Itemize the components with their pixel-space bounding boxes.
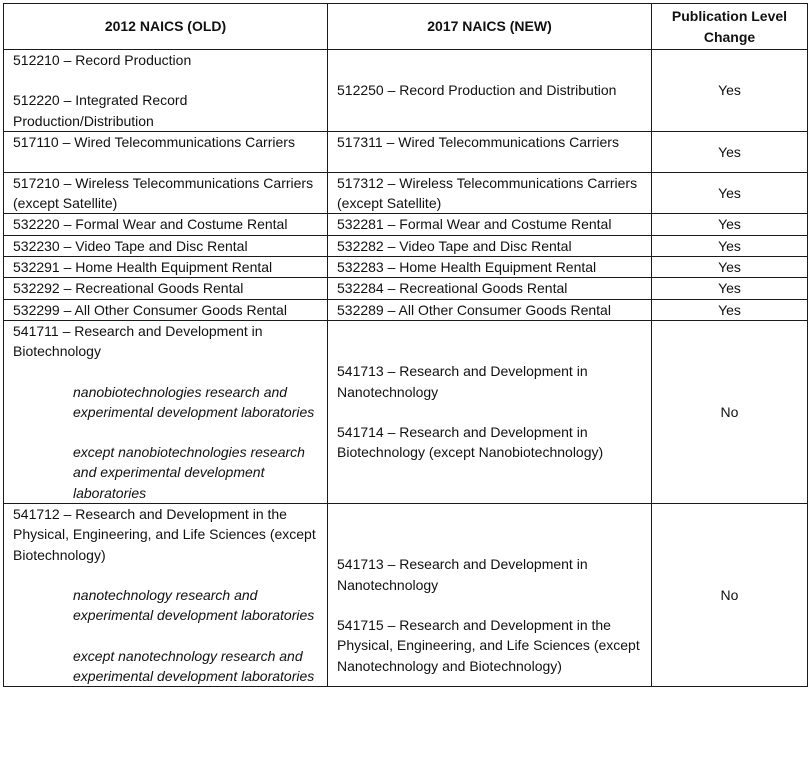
new-code: 541713 – Research and Development in Nanotechnology xyxy=(337,363,588,400)
new-cell: 532281 – Formal Wear and Costume Rental xyxy=(328,214,652,235)
old-subclass: except nanobiotechnologies research and experimental development laboratories xyxy=(73,444,305,501)
new-cell: 532284 – Recreational Goods Rental xyxy=(328,278,652,299)
header-new: 2017 NAICS (NEW) xyxy=(328,4,652,50)
header-change: Publication Level Change xyxy=(652,4,808,50)
old-code: 512220 – Integrated Record Production/Distribution xyxy=(13,92,188,129)
old-cell xyxy=(4,320,328,503)
old-code: 541711 – Research and Development in Biotechnology xyxy=(13,322,263,360)
change-cell: No xyxy=(652,504,808,687)
change-cell: No xyxy=(652,320,808,503)
naics-table xyxy=(3,3,808,687)
table-row xyxy=(4,257,808,278)
table-row xyxy=(4,504,808,687)
old-cell: 532230 – Video Tape and Disc Rental xyxy=(4,235,328,256)
change-cell: Yes xyxy=(652,299,808,320)
change-cell: Yes xyxy=(652,131,808,172)
new-cell: 517311 – Wired Telecommunications Carriers xyxy=(328,131,652,172)
change-cell: Yes xyxy=(652,214,808,235)
new-code: 541714 – Research and Development in Biotechnology (except Nanobiotechnology) xyxy=(337,424,604,461)
old-code: 512210 – Record Production xyxy=(13,52,192,68)
old-cell: 517110 – Wired Telecommunications Carriers xyxy=(4,131,328,172)
change-cell: Yes xyxy=(652,278,808,299)
old-cell xyxy=(4,504,328,687)
old-cell: 517210 – Wireless Telecommunications Carriers (except Satellite) xyxy=(4,172,328,214)
change-cell: Yes xyxy=(652,257,808,278)
table-row xyxy=(4,278,808,299)
table-row xyxy=(4,299,808,320)
table-row xyxy=(4,50,808,132)
header-old: 2012 NAICS (OLD) xyxy=(4,4,328,50)
old-cell: 532292 – Recreational Goods Rental xyxy=(4,278,328,299)
change-cell: Yes xyxy=(652,172,808,214)
old-subclass: nanotechnology research and experimental development laboratories xyxy=(73,586,315,624)
old-cell xyxy=(4,50,328,132)
new-code: 541713 – Research and Development in Nanotechnology xyxy=(337,556,588,593)
new-cell: 517312 – Wireless Telecommunications Carriers (except Satellite) xyxy=(328,172,652,214)
new-cell: 532282 – Video Tape and Disc Rental xyxy=(328,235,652,256)
new-cell: 532283 – Home Health Equipment Rental xyxy=(328,257,652,278)
change-cell: Yes xyxy=(652,50,808,132)
table-row xyxy=(4,172,808,214)
table-row xyxy=(4,131,808,172)
old-subclass: nanobiotechnologies research and experimental development laboratories xyxy=(73,383,315,420)
old-cell: 532299 – All Other Consumer Goods Rental xyxy=(4,299,328,320)
table-row xyxy=(4,320,808,503)
table-row xyxy=(4,235,808,256)
new-cell xyxy=(328,504,652,687)
new-code: 541715 – Research and Development in the Physical, Engineering, and Life Sciences (except Nanotechnology and Biotechnology) xyxy=(337,616,640,674)
header-row xyxy=(4,4,808,50)
new-cell: 512250 – Record Production and Distribution xyxy=(328,50,652,132)
old-subclass: except nanotechnology research and experimental development laboratories xyxy=(73,647,315,684)
old-cell: 532220 – Formal Wear and Costume Rental xyxy=(4,214,328,235)
new-cell xyxy=(328,320,652,503)
old-cell: 532291 – Home Health Equipment Rental xyxy=(4,257,328,278)
change-cell: Yes xyxy=(652,235,808,256)
new-cell: 532289 – All Other Consumer Goods Rental xyxy=(328,299,652,320)
old-code: 541712 – Research and Development in the Physical, Engineering, and Life Sciences (except Biotechnology) xyxy=(13,506,316,563)
table-row xyxy=(4,214,808,235)
